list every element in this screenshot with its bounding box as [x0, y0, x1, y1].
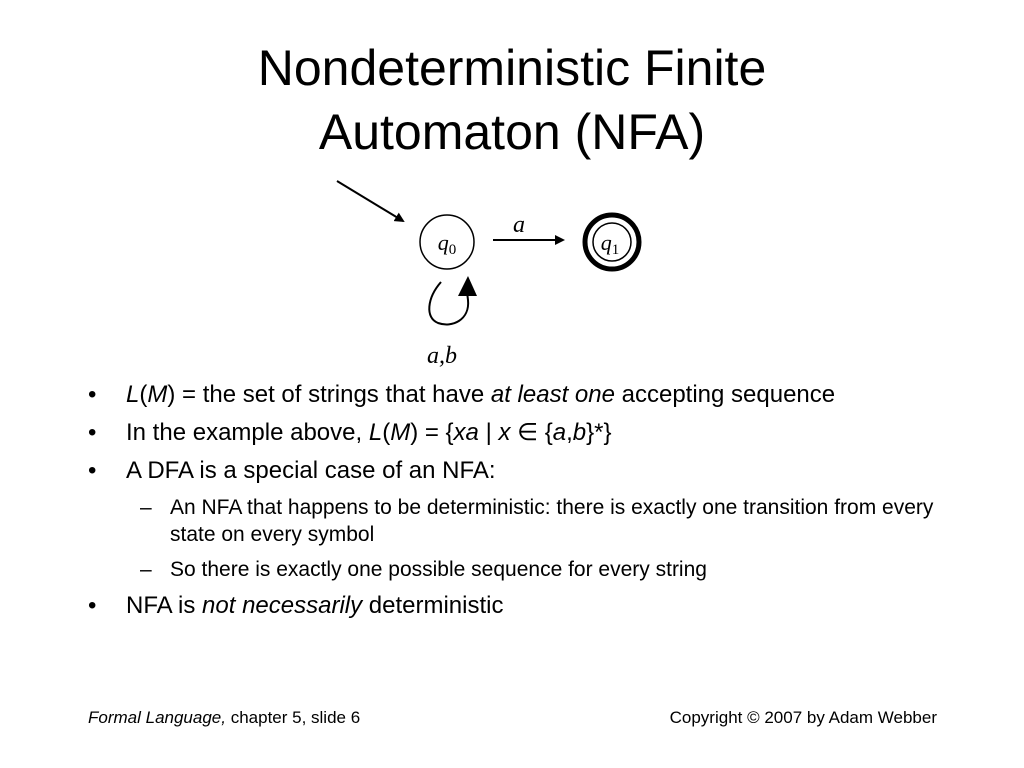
text-at-least-one: at least one	[490, 381, 615, 408]
bullet-item-language	[88, 380, 948, 410]
bullet-list	[88, 380, 948, 629]
state-q1-base: q	[600, 230, 612, 255]
transition-label-a: a	[513, 212, 525, 238]
text-paren: (	[139, 381, 148, 408]
text-paren: (	[382, 419, 391, 446]
footer-slide-ref: chapter 5, slide 6	[225, 708, 361, 727]
text-equals: ) = {	[410, 419, 454, 446]
text-a: a	[552, 419, 567, 446]
title-line-2: Automaton (NFA)	[318, 104, 706, 160]
bullet-mark: •	[88, 419, 97, 446]
text-element-of: ∈ {	[510, 419, 553, 446]
text-x: x	[498, 419, 511, 446]
title-line-1: Nondeterministic Finite	[257, 40, 767, 96]
state-q1	[585, 215, 639, 269]
text-accepting-sequence: accepting sequence	[614, 381, 836, 408]
self-loop-arrowhead	[458, 276, 477, 296]
sub-bullet-text: An NFA that happens to be deterministic: there is exactly one transition from every state on every symbol	[170, 496, 934, 546]
sub-bullet-one-sequence	[88, 556, 948, 583]
bullet-mark: •	[88, 457, 97, 484]
text-M: M	[390, 419, 411, 446]
footer-book-title: Formal Language,	[88, 708, 226, 727]
sub-bullet-mark: –	[140, 496, 152, 519]
text-M: M	[147, 381, 168, 408]
text-bar: |	[478, 419, 499, 446]
text-not-necessarily: not necessarily	[202, 592, 363, 619]
bullet-text: A DFA is a special case of an NFA:	[126, 457, 496, 484]
sub-bullet-text: So there is exactly one possible sequence for every string	[170, 558, 707, 581]
sub-bullet-deterministic	[88, 494, 948, 548]
state-q1-subscript: 1	[611, 242, 620, 258]
text-closure: }*}	[586, 419, 612, 446]
text-L: L	[126, 381, 140, 408]
text-comma: ,	[566, 419, 573, 446]
bullet-mark: •	[88, 592, 97, 619]
text-L: L	[368, 419, 383, 446]
bullet-item-nfa	[88, 591, 948, 621]
bullet-mark: •	[88, 381, 97, 408]
text-definition: ) = the set of strings that have	[167, 381, 491, 408]
self-loop-label: a,b	[427, 343, 457, 369]
text-deterministic: deterministic	[362, 592, 504, 619]
text-b: b	[572, 419, 587, 446]
text-xa: xa	[453, 419, 479, 446]
state-q0-subscript: 0	[448, 242, 457, 258]
start-arrow	[337, 181, 403, 221]
footer-copyright: Copyright © 2007 by Adam Webber	[669, 708, 937, 727]
bullet-item-dfa	[88, 456, 948, 486]
state-q0	[420, 215, 474, 269]
state-q0-base: q	[437, 230, 449, 255]
text-example-intro: In the example above,	[126, 419, 369, 446]
nfa-diagram	[0, 0, 1024, 380]
bullet-item-example	[88, 418, 948, 448]
footer-left	[88, 708, 360, 728]
sub-bullet-mark: –	[140, 558, 152, 581]
text-nfa-is: NFA is	[126, 592, 203, 619]
